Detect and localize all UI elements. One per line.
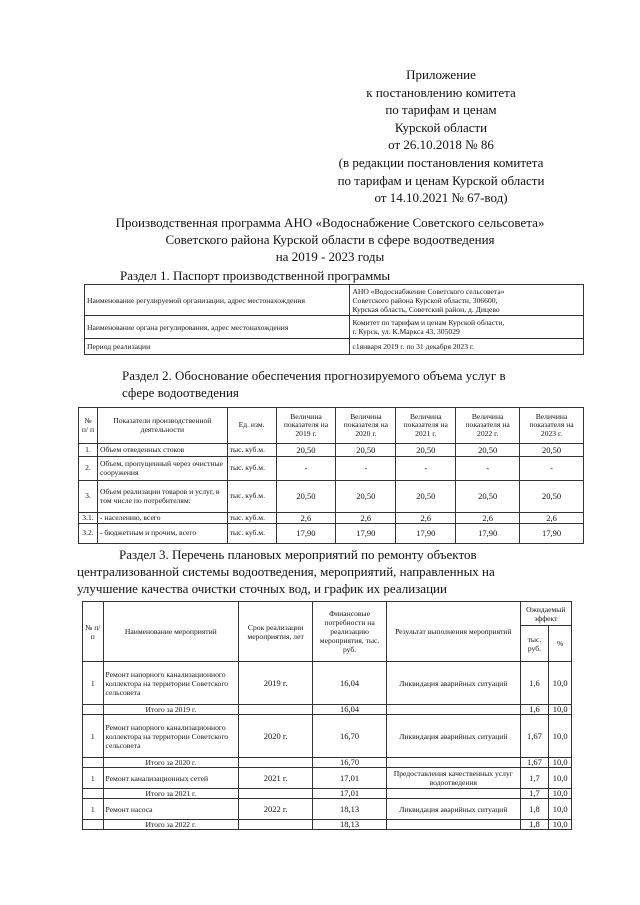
section3-title xyxy=(77,546,582,597)
row-value: - xyxy=(520,457,584,481)
passport-value xyxy=(350,316,584,339)
table-row xyxy=(83,715,572,758)
row-value: 20,50 xyxy=(456,481,520,513)
row-value: 2,6 xyxy=(520,513,584,524)
program-title-line: на 2019 - 2023 годы xyxy=(275,249,385,264)
total-rub: 1,67 xyxy=(520,758,549,768)
column-header: Срок реализации мероприятия, лет xyxy=(239,602,313,662)
row-finance: 16,04 xyxy=(313,662,387,705)
total-finance: 18,13 xyxy=(313,820,387,830)
table-total-row xyxy=(83,758,572,768)
total-label: Итого за 2020 г. xyxy=(103,758,239,768)
total-label: Итого за 2022 г. xyxy=(103,820,239,830)
section3-title-line: централизованной системы водоотведения, мероприятий, направленных на xyxy=(77,564,495,579)
section3-title-line: улучшение качества очистки сточных вод, и график их реализации xyxy=(77,581,447,596)
row-name: Ремонт напорного канализационного коллектора на территории Советского сельсовета xyxy=(103,662,239,705)
passport-label: Наименование регулируемой организации, адрес местонахождения xyxy=(85,285,350,316)
row-unit: тыс. куб.м. xyxy=(227,444,276,457)
row-rub: 1,6 xyxy=(520,662,549,705)
column-header: № п/ п xyxy=(79,408,98,444)
passport-value-line: Комитет по тарифам и ценам Курской области, xyxy=(352,318,505,327)
column-header: Величина показателя на 2021 г. xyxy=(396,408,456,444)
total-empty xyxy=(83,789,104,799)
column-header: № п/ п xyxy=(83,602,104,662)
section1-title: Раздел 1. Паспорт производственной программы xyxy=(120,268,391,283)
table-row xyxy=(85,339,584,355)
total-finance: 17,01 xyxy=(313,789,387,799)
table-row xyxy=(79,513,584,524)
total-label: Итого за 2019 г. xyxy=(103,705,239,715)
appendix-line: (в редакции постановления комитета xyxy=(338,154,544,170)
table-row xyxy=(83,768,572,789)
total-empty xyxy=(239,820,313,830)
total-finance: 16,04 xyxy=(313,705,387,715)
passport-value-line: г. Курск, ул. К.Маркса 43, 305029 xyxy=(352,327,460,336)
total-empty xyxy=(239,758,313,768)
total-empty xyxy=(239,789,313,799)
column-header: Ожидаемый эффект xyxy=(520,602,571,626)
row-value: - xyxy=(276,457,336,481)
table-row xyxy=(85,316,584,339)
row-number: 1 xyxy=(83,799,104,820)
table-row xyxy=(79,444,584,457)
total-empty xyxy=(387,758,521,768)
total-empty xyxy=(387,820,521,830)
table-row xyxy=(85,285,584,316)
row-name: - населению, всего xyxy=(97,513,227,524)
volume-table xyxy=(78,407,584,544)
row-name: - бюджетным и прочим, всего xyxy=(97,524,227,544)
column-header: Величина показателя на 2022 г. xyxy=(456,408,520,444)
row-result: Ликвидация аварийных ситуаций xyxy=(387,715,521,758)
column-header: Наименование мероприятий xyxy=(103,602,239,662)
table-row xyxy=(79,481,584,513)
table-total-row xyxy=(83,705,572,715)
row-name: Ремонт напорного канализационного коллектора на территории Советского сельсовета xyxy=(103,715,239,758)
passport-value-line: с1января 2019 г. по 31 декабря 2023 г. xyxy=(352,342,475,351)
table-total-row xyxy=(83,789,572,799)
table-header-row xyxy=(83,602,572,626)
table-header-row xyxy=(79,408,584,444)
row-value: 20,50 xyxy=(396,481,456,513)
row-value: 20,50 xyxy=(520,481,584,513)
total-rub: 1,8 xyxy=(520,820,549,830)
row-value: 17,90 xyxy=(456,524,520,544)
column-header: Величина показателя на 2019 г. xyxy=(276,408,336,444)
total-label: Итого за 2021 г. xyxy=(103,789,239,799)
row-number: 1 xyxy=(83,662,104,705)
total-finance: 16,70 xyxy=(313,758,387,768)
total-rub: 1,6 xyxy=(520,705,549,715)
row-value: 17,90 xyxy=(396,524,456,544)
appendix-header xyxy=(300,66,582,207)
total-empty xyxy=(83,705,104,715)
total-pct: 10,0 xyxy=(549,705,572,715)
row-term: 2021 г. xyxy=(239,768,313,789)
row-number: 3.1. xyxy=(79,513,98,524)
row-finance: 16,70 xyxy=(313,715,387,758)
row-value: 2,6 xyxy=(276,513,336,524)
column-header: Величина показателя на 2020 г. xyxy=(336,408,396,444)
row-name: Ремонт канализационных сетей xyxy=(103,768,239,789)
row-number: 3.2. xyxy=(79,524,98,544)
table-row xyxy=(83,662,572,705)
total-pct: 10,0 xyxy=(549,758,572,768)
row-pct: 10,0 xyxy=(549,799,572,820)
row-value: - xyxy=(336,457,396,481)
appendix-line: к постановлению комитета xyxy=(366,84,516,100)
column-header: % xyxy=(549,626,572,662)
total-pct: 10,0 xyxy=(549,789,572,799)
row-value: 20,50 xyxy=(336,481,396,513)
row-value: 2,6 xyxy=(396,513,456,524)
row-number: 2. xyxy=(79,457,98,481)
table-total-row xyxy=(83,820,572,830)
passport-label: Наименование органа регулирования, адрес местонахождения xyxy=(85,316,350,339)
row-value: 2,6 xyxy=(456,513,520,524)
row-finance: 18,13 xyxy=(313,799,387,820)
total-rub: 1,7 xyxy=(520,789,549,799)
section2-title-line: Раздел 2. Обоснование обеспечения прогнозируемого объема услуг в xyxy=(122,368,506,383)
row-name: Объем, пропущенный через очистные сооружения xyxy=(97,457,227,481)
row-value: 17,90 xyxy=(336,524,396,544)
row-value: 20,50 xyxy=(276,481,336,513)
row-number: 1. xyxy=(79,444,98,457)
program-title xyxy=(70,214,590,265)
row-finance: 17,01 xyxy=(313,768,387,789)
row-value: 20,50 xyxy=(336,444,396,457)
row-pct: 10,0 xyxy=(549,662,572,705)
row-value: 17,90 xyxy=(276,524,336,544)
passport-value xyxy=(350,285,584,316)
appendix-line: по тарифам и ценам Курской области xyxy=(337,172,545,188)
total-pct: 10,0 xyxy=(549,820,572,830)
appendix-line: от 26.10.2018 № 86 xyxy=(388,137,494,153)
row-pct: 10,0 xyxy=(549,768,572,789)
measures-table xyxy=(82,601,572,830)
row-result: Предоставления качественных услуг водоотведения xyxy=(387,768,521,789)
table-row xyxy=(79,524,584,544)
column-header: Ед. изм. xyxy=(227,408,276,444)
total-empty xyxy=(83,820,104,830)
appendix-line: от 14.10.2021 № 67-вод) xyxy=(374,190,508,206)
total-empty xyxy=(387,705,521,715)
table-row xyxy=(83,799,572,820)
appendix-line: Приложение xyxy=(406,67,476,82)
row-name: Ремонт насоса xyxy=(103,799,239,820)
row-value: 20,50 xyxy=(276,444,336,457)
row-term: 2022 г. xyxy=(239,799,313,820)
row-number: 1 xyxy=(83,768,104,789)
total-empty xyxy=(387,789,521,799)
row-rub: 1,67 xyxy=(520,715,549,758)
row-rub: 1,7 xyxy=(520,768,549,789)
passport-value xyxy=(350,339,584,355)
passport-table xyxy=(84,284,584,355)
total-empty xyxy=(239,705,313,715)
column-header: Результат выполнения мероприятий xyxy=(387,602,521,662)
passport-value-line: Курская область, Советский район, д. Дицево xyxy=(352,304,500,314)
column-header: Финансовые потребности на реализацию мероприятия, тыс. руб. xyxy=(313,602,387,662)
row-value: 20,50 xyxy=(396,444,456,457)
section2-title-line: сфере водоотведения xyxy=(122,385,239,400)
row-value: 20,50 xyxy=(520,444,584,457)
row-term: 2019 г. xyxy=(239,662,313,705)
column-header: Показатели производственной деятельности xyxy=(97,408,227,444)
row-value: 20,50 xyxy=(456,444,520,457)
row-name: Объем реализации товаров и услуг, в том числе по потребителям: xyxy=(97,481,227,513)
row-number: 1 xyxy=(83,715,104,758)
row-unit: тыс. куб.м. xyxy=(227,481,276,513)
section3-title-line: Раздел 3. Перечень плановых мероприятий по ремонту объектов xyxy=(119,547,477,562)
row-unit: тыс. куб.м. xyxy=(227,524,276,544)
total-empty xyxy=(83,758,104,768)
section2-title xyxy=(122,367,592,401)
program-title-line: Советского района Курской области в сфере водоотведения xyxy=(165,232,495,247)
appendix-line: по тарифам и ценам xyxy=(385,102,497,118)
column-header: тыс. руб. xyxy=(520,626,549,662)
passport-label: Период реализации xyxy=(85,339,350,355)
row-pct: 10,0 xyxy=(549,715,572,758)
row-unit: тыс. куб.м. xyxy=(227,457,276,481)
row-value: - xyxy=(456,457,520,481)
column-header: Величина показателя на 2023 г. xyxy=(520,408,584,444)
row-name: Объем отведенных стоков xyxy=(97,444,227,457)
row-result: Ликвидация аварийных ситуаций xyxy=(387,799,521,820)
passport-value-line: АНО «Водоснабжение Советского сельсовета» xyxy=(352,286,505,296)
row-result: Ликвидация аварийных ситуаций xyxy=(387,662,521,705)
table-row xyxy=(79,457,584,481)
row-rub: 1,8 xyxy=(520,799,549,820)
row-value: 17,90 xyxy=(520,524,584,544)
row-unit: тыс. куб.м. xyxy=(227,513,276,524)
passport-value-line: Советского района Курской области, 306600, xyxy=(352,295,498,305)
appendix-line: Курской области xyxy=(394,119,488,135)
row-number: 3. xyxy=(79,481,98,513)
row-value: 2,6 xyxy=(336,513,396,524)
program-title-line: Производственная программа АНО «Водоснабжение Советского сельсовета» xyxy=(115,215,545,230)
row-value: - xyxy=(396,457,456,481)
row-term: 2020 г. xyxy=(239,715,313,758)
